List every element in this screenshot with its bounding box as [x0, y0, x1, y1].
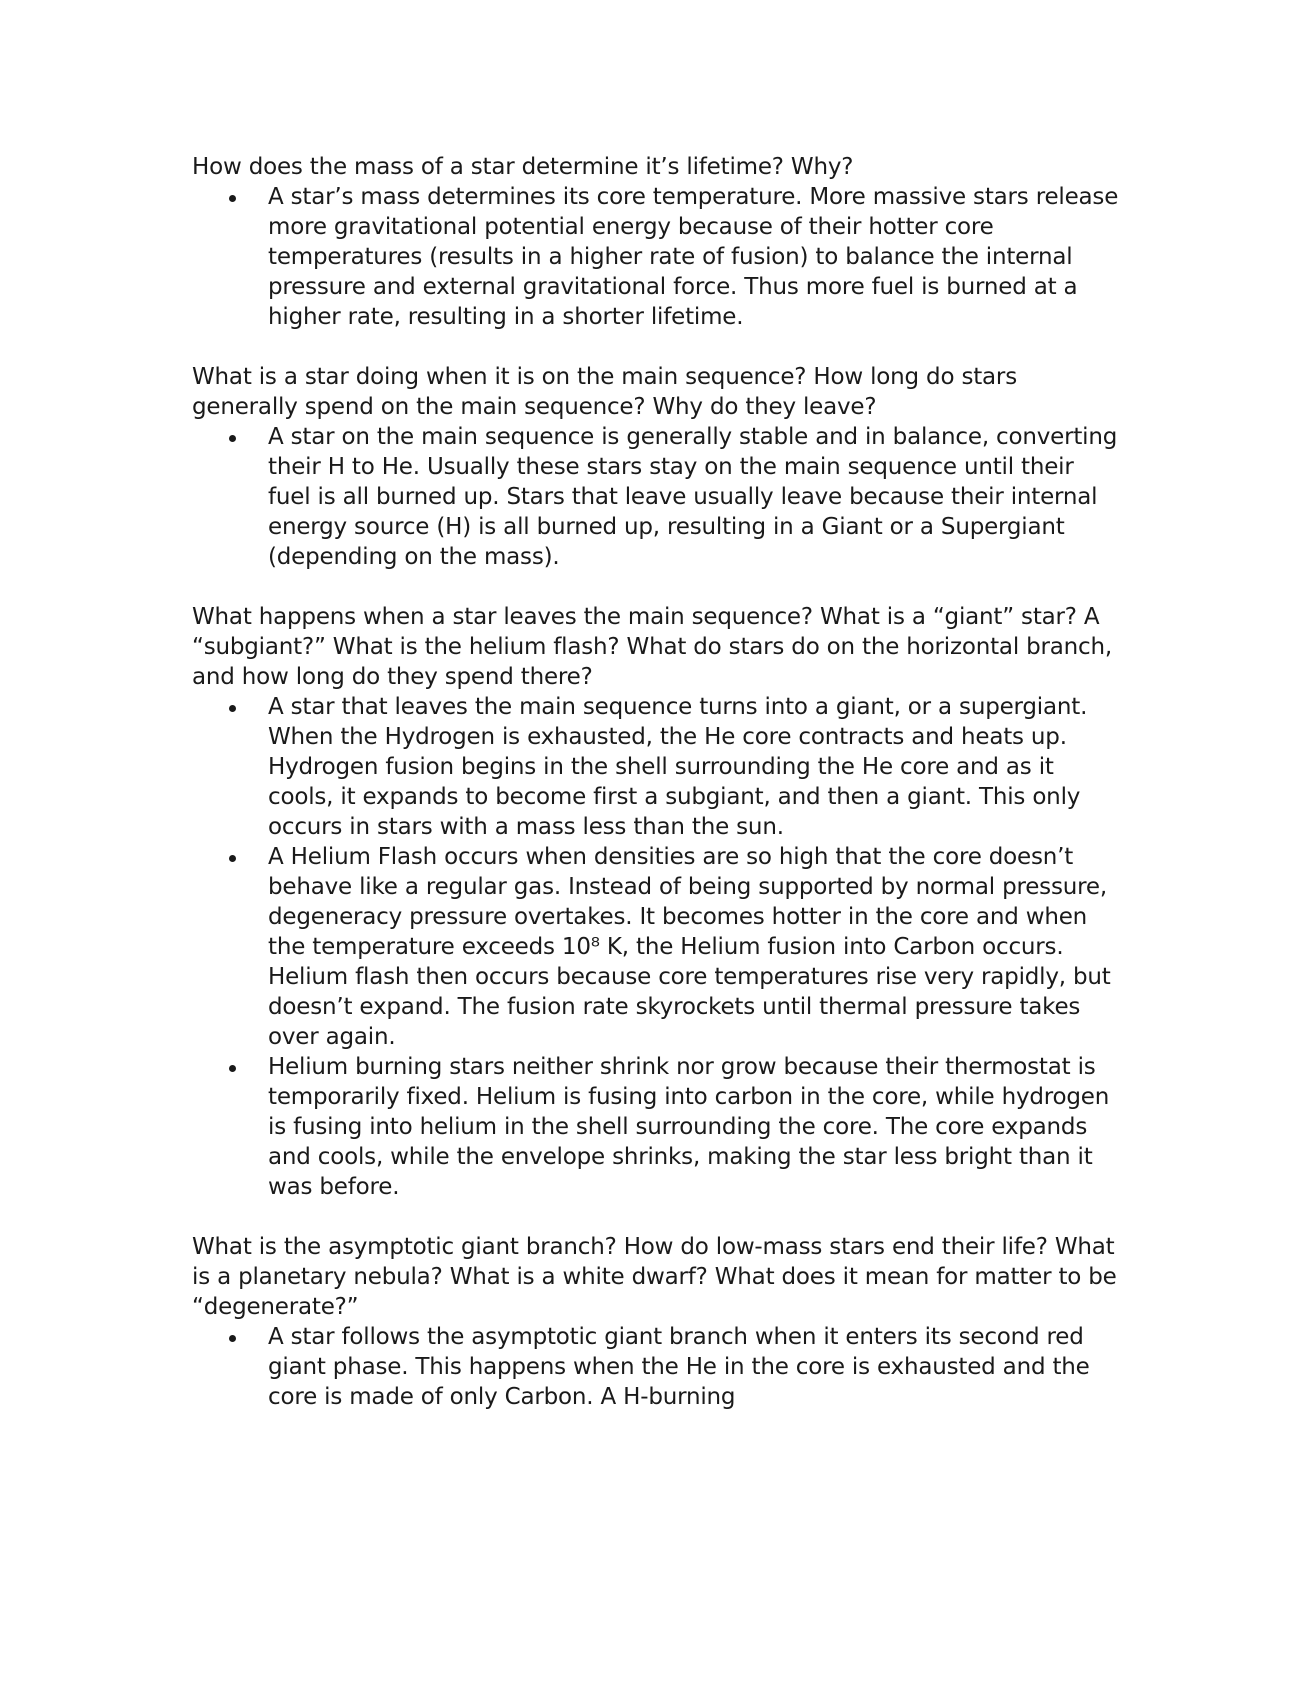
question-text: How does the mass of a star determine it’s lifetime? Why?	[192, 154, 854, 180]
answer-item	[192, 1322, 1122, 1412]
answer-text: A star follows the asymptotic giant branch when it enters its second red giant phase. This happens when the He in the core is exhausted and the core is made of only Carbon. A H-burning	[268, 1324, 1090, 1410]
answer-item	[192, 692, 1122, 842]
answer-text: A Helium Flash occurs when densities are so high that the core doesn’t behave like a regular gas. Instead of being supported by normal pressure, degeneracy pressure overtakes. It becomes hotter in the core and when the temperature exceeds 10⁸ K, the Helium fusion into Carbon occurs. Helium flash then occurs because core temperatures rise very rapidly, but doesn’t expand. The fusion rate skyrockets until thermal pressure takes over again.	[268, 844, 1111, 1050]
bullet-icon	[229, 1335, 236, 1342]
section-leaving-main-sequence	[192, 602, 1122, 1202]
answer-item	[192, 842, 1122, 1052]
question-text: What is a star doing when it is on the main sequence? How long do stars generally spend on the main sequence? Why do they leave?	[192, 364, 1017, 420]
question-text: What is the asymptotic giant branch? How do low-mass stars end their life? What is a planetary nebula? What is a white dwarf? What does it mean for matter to be “degenerate?”	[192, 1234, 1117, 1320]
answer-text: Helium burning stars neither shrink nor grow because their thermostat is temporarily fixed. Helium is fusing into carbon in the core, while hydrogen is fusing into helium in the shell surrounding the core. The core expands and cools, while the envelope shrinks, making the star less bright than it was before.	[268, 1054, 1110, 1200]
answer-list	[192, 422, 1122, 572]
answer-list	[192, 692, 1122, 1202]
answer-item	[192, 1052, 1122, 1202]
answer-list	[192, 182, 1122, 332]
answer-text: A star that leaves the main sequence turns into a giant, or a supergiant. When the Hydrogen is exhausted, the He core contracts and heats up. Hydrogen fusion begins in the shell surrounding the He core and as it cools, it expands to become first a subgiant, and then a giant. This only occurs in stars with a mass less than the sun.	[268, 694, 1088, 840]
answer-item	[192, 422, 1122, 572]
question-text: What happens when a star leaves the main sequence? What is a “giant” star? A “subgiant?” What is the helium flash? What do stars do on the horizontal branch, and how long do they spend there?	[192, 604, 1112, 690]
bullet-icon	[229, 855, 236, 862]
answer-text: A star’s mass determines its core temperature. More massive stars release more gravitational potential energy because of their hotter core temperatures (results in a higher rate of fusion) to balance the internal pressure and external gravitational force. Thus more fuel is burned at a higher rate, resulting in a shorter lifetime.	[268, 184, 1119, 330]
answer-list	[192, 1322, 1122, 1412]
document-page	[192, 152, 1122, 1442]
bullet-icon	[229, 195, 236, 202]
section-mass-lifetime	[192, 152, 1122, 332]
answer-item	[192, 182, 1122, 332]
section-main-sequence	[192, 362, 1122, 572]
bullet-icon	[229, 435, 236, 442]
bullet-icon	[229, 1065, 236, 1072]
answer-text: A star on the main sequence is generally stable and in balance, converting their H to He. Usually these stars stay on the main sequence until their fuel is all burned up. Stars that leave usually leave because their internal energy source (H) is all burned up, resulting in a Giant or a Supergiant (depending on the mass).	[268, 424, 1118, 570]
bullet-icon	[229, 705, 236, 712]
section-asymptotic-giant-branch	[192, 1232, 1122, 1412]
